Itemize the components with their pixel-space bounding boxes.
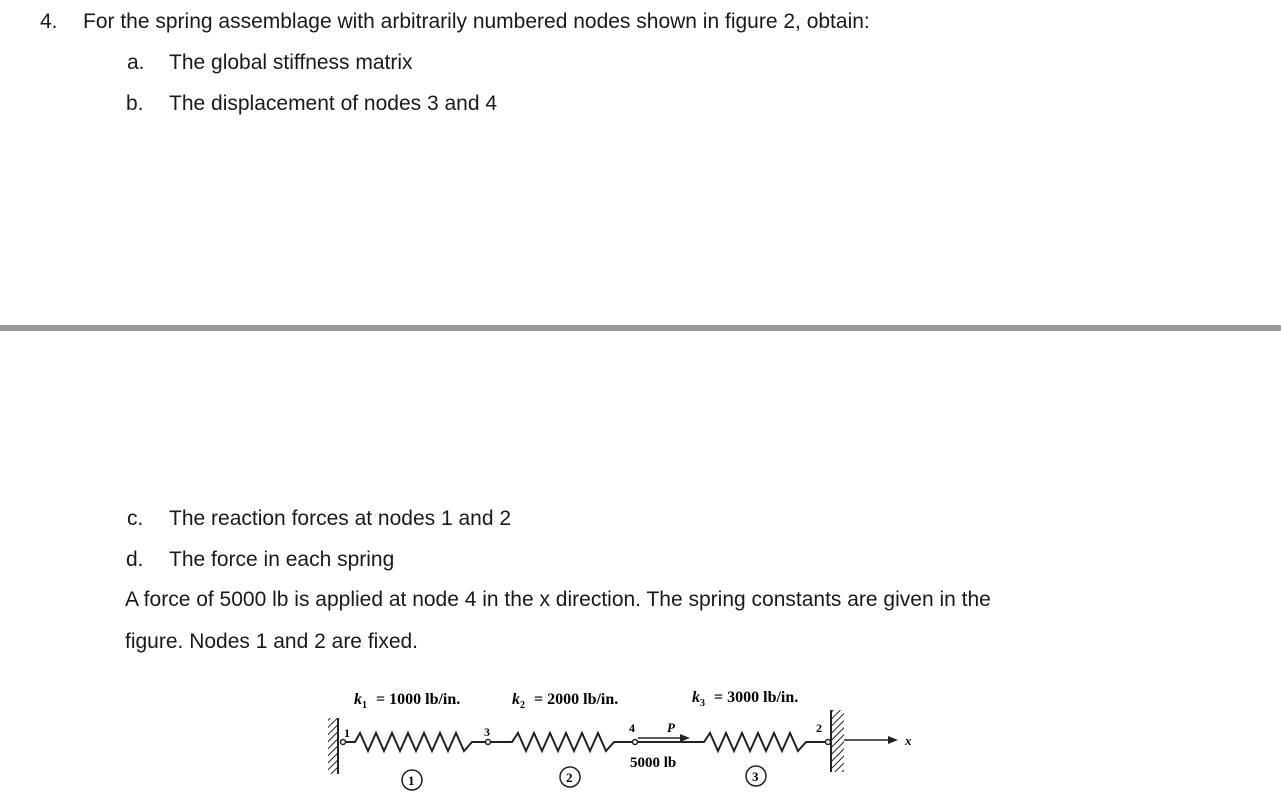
node-2-point [826, 740, 831, 745]
element-2-label: 2 [566, 770, 573, 785]
k2-value: = 2000 lb/in. [534, 691, 619, 708]
node-3-label: 3 [484, 725, 490, 739]
node-4-point [633, 740, 638, 745]
item-d-letter: d. [126, 548, 144, 571]
spring-figure [0, 680, 1281, 812]
k3-subscript: 3 [700, 698, 705, 709]
force-arrowhead [680, 734, 690, 742]
node-1-point [341, 740, 346, 745]
force-symbol: P [667, 720, 675, 735]
k3-label [692, 689, 798, 709]
question-prompt: For the spring assemblage with arbitrarily numbered nodes shown in figure 2, obtain: [83, 10, 870, 33]
item-c-letter: c. [127, 507, 144, 530]
k1-symbol: k [354, 691, 362, 708]
node-2-label: 2 [816, 721, 822, 735]
left-wall-support [328, 718, 338, 774]
node-3-point [486, 740, 491, 745]
k3-symbol: k [692, 689, 700, 706]
k1-label [354, 691, 460, 711]
item-b-text: The displacement of nodes 3 and 4 [169, 92, 498, 115]
k1-subscript: 1 [362, 700, 367, 711]
question-number: 4. [40, 10, 58, 33]
paragraph-line-1: A force of 5000 lb is applied at node 4 in the x direction. The spring constants are given in the [125, 588, 991, 611]
k1-value: = 1000 lb/in. [376, 691, 461, 708]
page-divider [0, 325, 1281, 331]
item-c-text: The reaction forces at nodes 1 and 2 [169, 507, 512, 530]
item-a-letter: a. [127, 51, 145, 74]
paragraph-line-2: figure. Nodes 1 and 2 are fixed. [125, 630, 419, 653]
k2-label [512, 691, 618, 711]
k3-value: = 3000 lb/in. [714, 689, 799, 706]
force-value: 5000 lb [630, 755, 677, 771]
spring-3 [638, 733, 826, 751]
k2-subscript: 2 [520, 700, 525, 711]
spring-2 [490, 733, 632, 751]
item-d-text: The force in each spring [169, 548, 395, 571]
element-1-label: 1 [408, 773, 415, 788]
element-3-label: 3 [752, 769, 759, 784]
node-4-label: 4 [629, 721, 635, 735]
x-axis-arrowhead [888, 736, 898, 744]
item-a-text: The global stiffness matrix [169, 51, 413, 74]
x-axis-label: x [905, 733, 912, 748]
k2-symbol: k [512, 691, 520, 708]
item-b-letter: b. [126, 92, 144, 115]
right-wall-support [831, 710, 844, 772]
spring-1 [345, 733, 486, 751]
node-1-label: 1 [344, 726, 350, 740]
